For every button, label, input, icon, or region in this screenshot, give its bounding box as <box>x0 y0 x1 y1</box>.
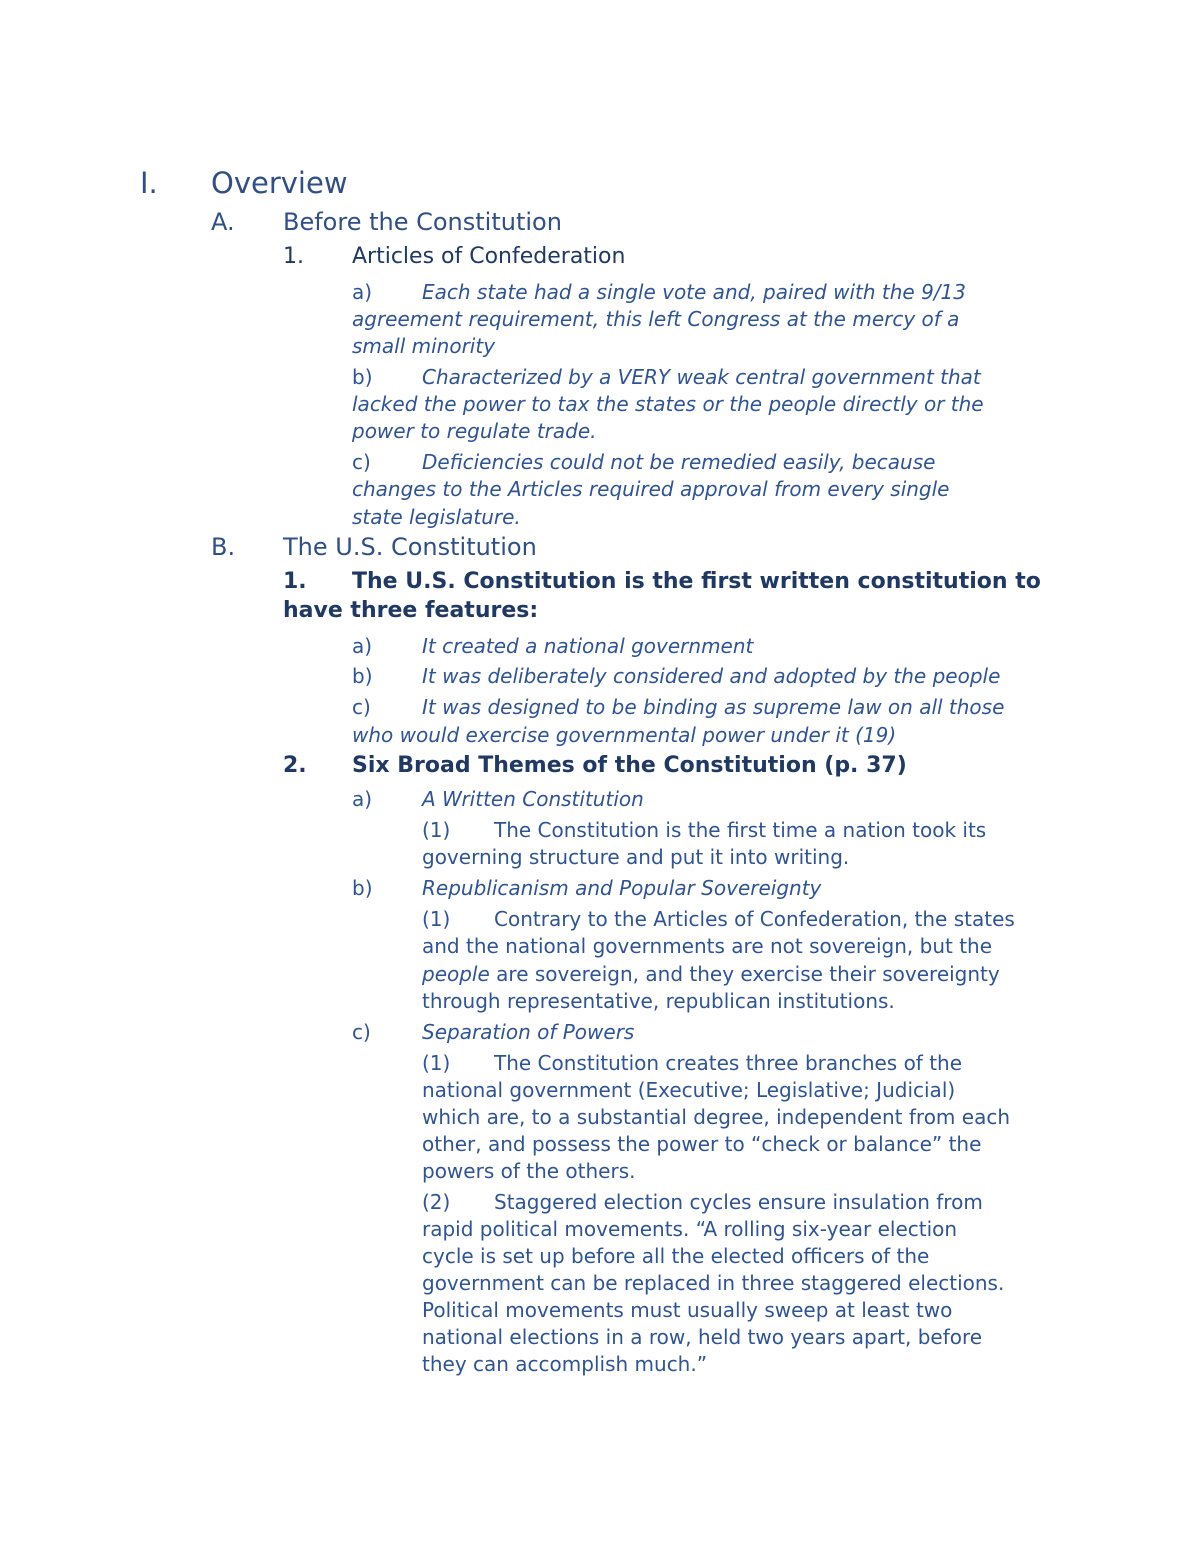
subsection-title: Separation of Powers <box>422 1020 635 1044</box>
item-text-line: have three features: <box>283 598 539 623</box>
item-text-line: other, and possess the power to “check or balance” the <box>422 1132 982 1156</box>
section-title: Six Broad Themes of the Constitution (p. 37) <box>352 753 907 778</box>
item-text-line: The U.S. Constitution is the first written constitution to <box>352 569 1041 594</box>
item-text-line: The Constitution creates three branches of the <box>494 1051 963 1075</box>
section-title: Articles of Confederation <box>352 244 626 269</box>
item-text-line: changes to the Articles required approval from every single <box>352 477 950 501</box>
outline-marker: b) <box>352 664 373 688</box>
outline-marker: (1) <box>422 907 451 931</box>
outline-marker: b) <box>352 876 373 900</box>
item-text-line: rapid political movements. “A rolling six-year election <box>422 1217 958 1241</box>
item-text-line: and the national governments are not sovereign, but the <box>422 934 993 958</box>
outline-marker: I. <box>140 166 158 200</box>
item-text-rest: are sovereign, and they exercise their sovereignty <box>489 962 1000 986</box>
outline-marker: a) <box>352 634 373 658</box>
item-text-line: Staggered election cycles ensure insulation from <box>494 1190 983 1214</box>
outline-marker: (2) <box>422 1190 451 1214</box>
outline-marker: 1. <box>283 569 307 594</box>
outline-marker: a) <box>352 280 373 304</box>
item-text-line: governing structure and put it into writing. <box>422 845 850 869</box>
item-text-line: It created a national government <box>422 634 754 658</box>
item-text-line: national government (Executive; Legislative; Judicial) <box>422 1078 956 1102</box>
item-text-line: lacked the power to tax the states or the people directly or the <box>352 392 984 416</box>
item-text-line: Characterized by a VERY weak central government that <box>422 365 981 389</box>
item-text-line: national elections in a row, held two years apart, before <box>422 1325 983 1349</box>
outline-marker: (1) <box>422 1051 451 1075</box>
subsection-title: Republicanism and Popular Sovereignty <box>422 876 822 900</box>
item-text-line: cycle is set up before all the elected officers of the <box>422 1244 930 1268</box>
section-title: Before the Constitution <box>283 208 562 236</box>
subsection-title: A Written Constitution <box>422 787 644 811</box>
item-text-line: small minority <box>352 334 496 358</box>
section-title: The U.S. Constitution <box>283 533 537 561</box>
outline-marker: a) <box>352 787 373 811</box>
item-text-line: state legislature. <box>352 505 521 529</box>
outline-marker: c) <box>352 695 371 719</box>
section-title: Overview <box>211 166 348 200</box>
item-text-line: who would exercise governmental power under it (19) <box>352 723 897 747</box>
item-text-line: government can be replaced in three staggered elections. <box>422 1271 1005 1295</box>
item-text-line: Political movements must usually sweep at least two <box>422 1298 953 1322</box>
item-text-line: powers of the others. <box>422 1159 636 1183</box>
item-text-line: through representative, republican institutions. <box>422 989 895 1013</box>
item-text-line: which are, to a substantial degree, independent from each <box>422 1105 1010 1129</box>
item-text-line: agreement requirement, this left Congress at the mercy of a <box>352 307 960 331</box>
emphasis-text: people <box>422 962 490 986</box>
item-text-line: It was deliberately considered and adopted by the people <box>422 664 1001 688</box>
outline-marker: (1) <box>422 818 451 842</box>
item-text-line: The Constitution is the first time a nation took its <box>494 818 987 842</box>
outline-marker: B. <box>211 533 236 561</box>
item-text-line: power to regulate trade. <box>352 419 597 443</box>
item-text-line: It was designed to be binding as supreme law on all those <box>422 695 1005 719</box>
item-text-line: Contrary to the Articles of Confederation, the states <box>494 907 1015 931</box>
outline-marker: A. <box>211 208 235 236</box>
outline-marker: 1. <box>283 244 304 269</box>
outline-marker: 2. <box>283 753 307 778</box>
outline-marker: c) <box>352 1020 371 1044</box>
outline-marker: c) <box>352 450 371 474</box>
item-text-line <box>422 962 1000 986</box>
item-text-line: Each state had a single vote and, paired with the 9/13 <box>422 280 966 304</box>
outline-marker: b) <box>352 365 373 389</box>
item-text-line: Deficiencies could not be remedied easily, because <box>422 450 936 474</box>
item-text-line: they can accomplish much.” <box>422 1352 708 1376</box>
